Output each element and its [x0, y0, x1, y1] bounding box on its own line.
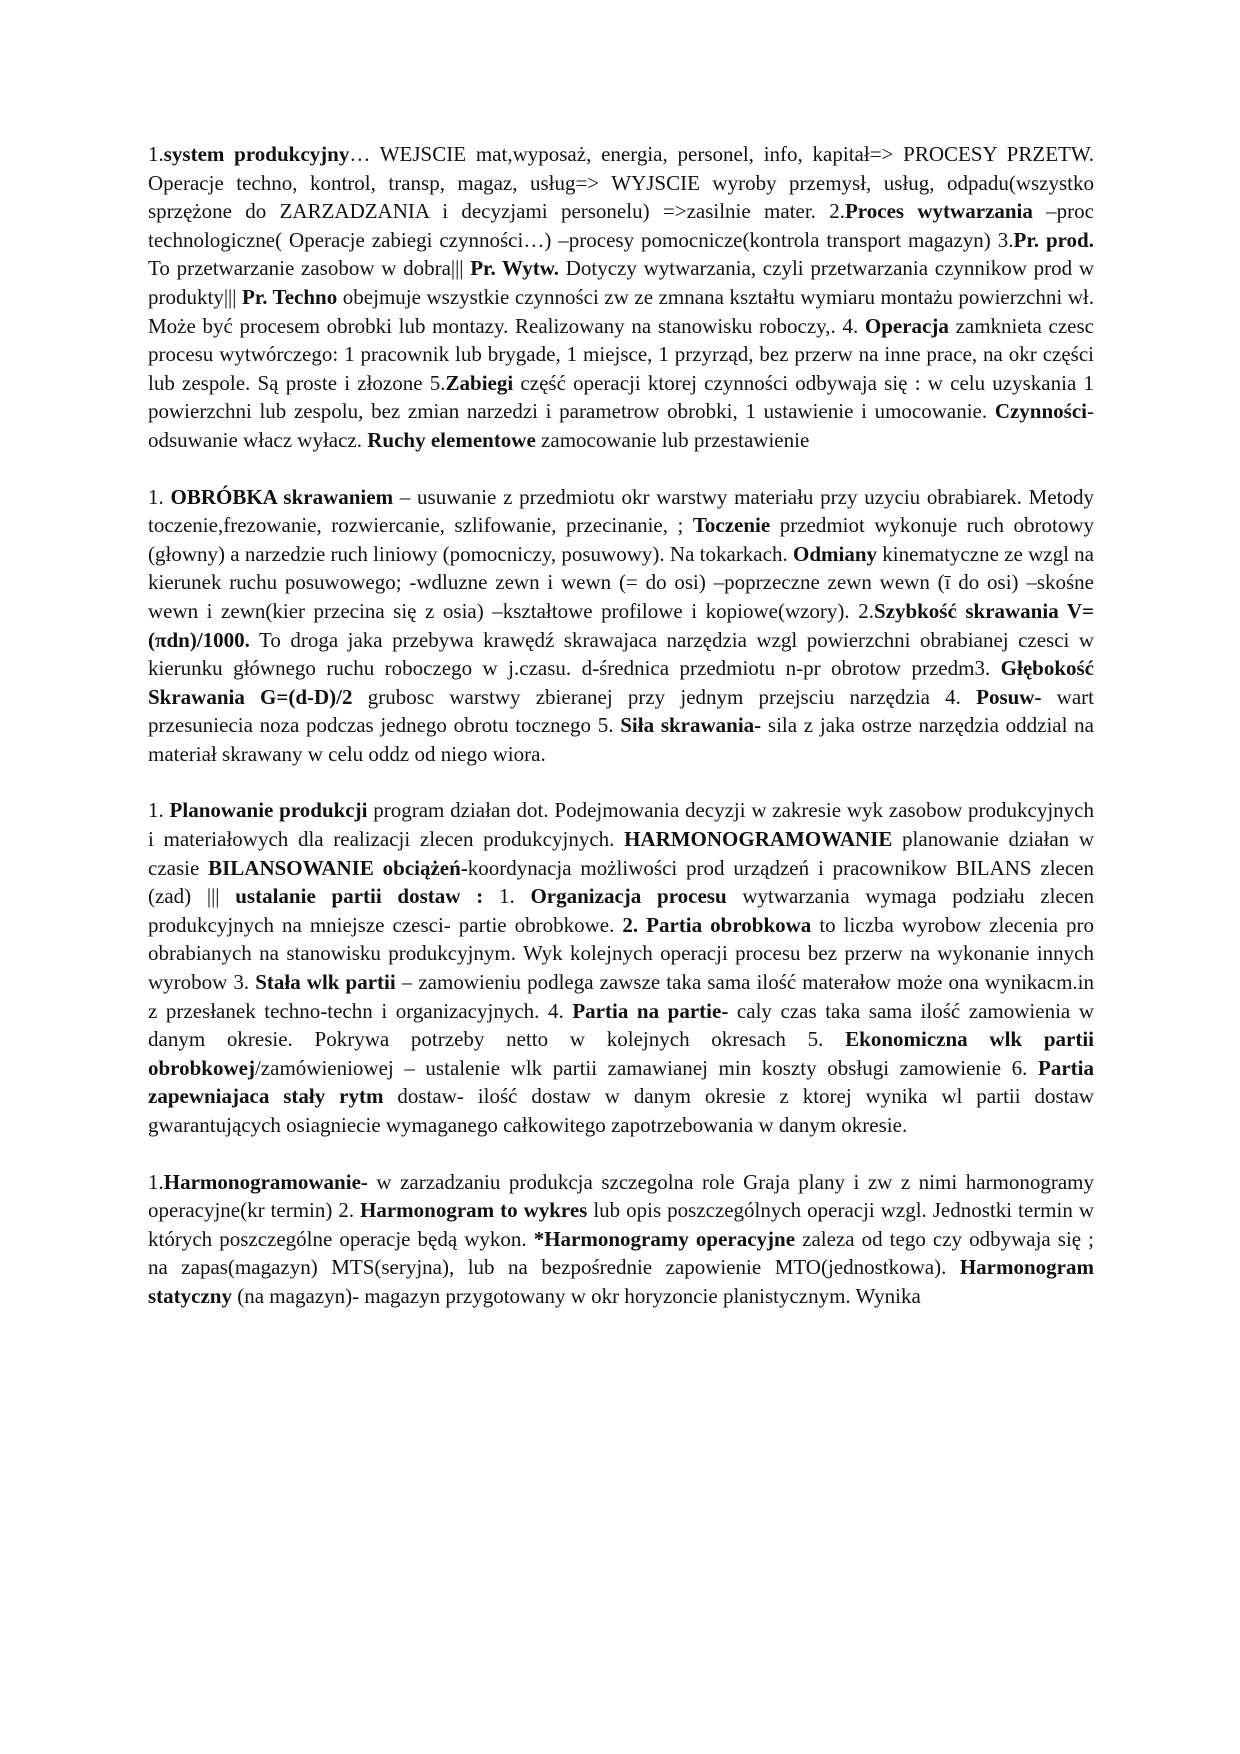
text-run: lub opis poszczególnych operacji wzgl. Jednostki termin w których poszczególne operacje będą wykon. — [148, 1198, 1094, 1251]
text-run: 1. — [148, 798, 170, 823]
bold-term: Pr. Techno — [242, 284, 338, 309]
document-page — [148, 140, 1094, 1311]
bold-term: Pr. prod. — [1013, 227, 1094, 252]
text-run: Dotyczy wytwarzania, czyli przetwarzania czynnikow prod w produkty||| — [148, 256, 1095, 309]
text-run: wytwarzania wymaga podziału zlecen produkcyjnych na mniejsze czesci- partie obrobkowe. — [148, 884, 1094, 937]
bold-term: HARMONOGRAMOWANIE — [624, 827, 893, 852]
bold-term: Głębokość Skrawania G=(d-D)/2 — [148, 656, 1094, 709]
bold-term: Odmiany — [792, 541, 878, 566]
bold-term: Ruchy elementowe — [367, 427, 536, 452]
bold-term: Siła skrawania- — [620, 713, 762, 738]
text-run: część operacji ktorej czynności odbywaja się : w celu uzyskania 1 powierzchni lub zespolu, bez zmian narzedzi i parametrow obrobki, 1 ustawienie i umocowanie. — [148, 370, 1094, 424]
text-run: –proc technologiczne( Operacje zabiegi czynności…) –procesy pomocnicze(kontrola transport magazyn) 3. — [148, 199, 1094, 252]
text-run: – usuwanie z przedmiotu okr warstwy materiału przy uzyciu obrabiarek. Metody toczenie,frezowanie, rozwiercanie, szlifowanie, przecinanie, ; — [148, 484, 1094, 538]
paragraph-production-system — [148, 140, 1094, 455]
text-run: 1. — [148, 1169, 164, 1194]
bold-term: system produkcyjny — [163, 142, 350, 166]
bold-term: Harmonogram statyczny — [148, 1255, 1094, 1308]
text-run: 1. — [148, 484, 171, 509]
text-run: program działan dot. Podejmowania decyzji w zakresie wyk zasobow produkcyjnych i materiałowych dla realizacji zlecen produkcyjnych. — [148, 798, 1094, 852]
bold-term: OBRÓBKA skrawaniem — [170, 484, 394, 509]
text-run: /zamówieniowej – ustalenie wlk partii zamawianej min koszty obsługi zamowienie 6. — [254, 1055, 1039, 1080]
bold-term: Pr. Wytw. — [470, 256, 560, 281]
bold-term: Szybkość skrawania V=(πdn)/1000. — [148, 598, 1094, 652]
text-run: kinematyczne ze wzgl na kierunek ruchu posuwowego; -wdluzne zewn i wewn (= do osi) –poprzeczne zewn wewn (ī do osi) –skośne wewn i zewn(kier przecina się z osia) –kształtowe profilowe i kopiowe(wzory). 2. — [148, 541, 1095, 623]
text-run: 1. — [148, 142, 164, 166]
paragraph-production-planning — [148, 796, 1094, 1139]
bold-term: *Harmonogramy operacyjne — [533, 1226, 796, 1251]
text-run: grubosc warstwy zbieranej przy jednym przejsciu narzędzia 4. — [352, 684, 977, 709]
text-run: zamknieta czesc procesu wytwórczego: 1 pracownik lub brygade, 1 miejsce, 1 przyrząd, bez przerw na inne prace, na okr części lub zespole. Są proste i złozone 5. — [148, 313, 1094, 395]
bold-term: ustalanie partii dostaw : — [235, 884, 484, 909]
bold-term: Planowanie produkcji — [169, 798, 368, 823]
text-run: w zarzadzaniu produkcja szczegolna role Graja plany i zw z nimi harmonogramy operacyjne(kr termin) 2. — [148, 1169, 1094, 1223]
text-run: przedmiot wykonuje ruch obrotowy (głowny) a narzedzie ruch liniowy (pomocniczy, posuwowy). Na tokarkach. — [148, 513, 1094, 566]
paragraph-scheduling — [148, 1168, 1094, 1311]
text-run: To droga jaka przebywa krawędź skrawajaca narzędzia wzgl powierzchni obrabianej czesci w kierunku głównego ruchu roboczego w j.czasu. d-średnica przedmiotu n-pr obrotow przedm3. — [148, 627, 1094, 681]
text-run: to liczba wyrobow zlecenia pro obrabianych na stanowisku produkcyjnym. Wyk kolejnych operacji procesu bez przerw na wykonanie innych wyrobow 3. — [148, 912, 1094, 995]
text-run: dostaw- ilość dostaw w danym okresie z ktorej wynika wl partii dostaw gwarantujących osiagniecie wymaganego całkowitego zapotrzebowania w danym okresie. — [148, 1084, 1095, 1137]
text-run: sila z jaka ostrze narzędzia oddzial na materiał skrawany w celu oddz od niego wiora. — [148, 713, 1094, 766]
bold-term: Organizacja procesu — [530, 884, 727, 909]
text-run: wart przesuniecia noza podczas jednego obrotu tocznego 5. — [148, 684, 1094, 738]
text-run: 1. — [483, 884, 531, 909]
bold-term: BILANSOWANIE obciążeń- — [208, 855, 468, 880]
text-run: – zamowieniu podlega zawsze taka sama ilość materałow może ona wynikacm.in z przesłanek techno-techn i organizacyjnych. 4. — [148, 970, 1094, 1023]
bold-term: Stała wlk partii — [255, 970, 396, 995]
text-run: zamocowanie lub przestawienie — [535, 427, 810, 452]
bold-term: Posuw- — [976, 684, 1042, 709]
text-run: obejmuje wszystkie czynności zw ze zmnana kształtu wymiaru montażu powierzchni wł. Może być procesem obrobki lub montazy. Realizowany na stanowisku roboczy,. 4. — [148, 284, 1094, 338]
bold-term: Proces wytwarzania — [844, 199, 1033, 224]
text-run: zaleza od tego czy odbywaja się ; na zapas(magazyn) MTS(seryjna), lub na bezpośrednie zapowienie MTO(jednostkowa). — [148, 1226, 1094, 1280]
paragraph-machining — [148, 483, 1094, 769]
text-run: koordynacja możliwości prod urządzeń i pracownikow BILANS zlecen (zad) ||| — [148, 855, 1094, 909]
bold-term: Ekonomiczna wlk partii obrobkowej — [148, 1027, 1094, 1080]
text-run: … WEJSCIE mat,wyposaż, energia, personel, info, kapitał=> PROCESY PRZETW. Operacje techno, kontrol, transp, magaz, usług=> WYJSCIE wyroby przemysł, usług, odpadu(wszystko sprzężone do ZARZADZANIA i decyzjami personelu) =>zasilnie mater. 2. — [148, 142, 1094, 224]
bold-term: Operacja — [864, 313, 949, 338]
text-run: To przetwarzanie zasobow w dobra||| — [148, 256, 471, 281]
bold-term: Zabiegi — [445, 370, 514, 395]
text-run: caly czas taka sama ilość zamowienia w danym okresie. Pokrywa potrzeby netto w kolejnych okresach 5. — [148, 998, 1094, 1052]
text-run: -odsuwanie włacz wyłacz. — [148, 399, 1094, 452]
bold-term: 2. Partia obrobkowa — [622, 912, 812, 937]
bold-term: Harmonogram to wykres — [360, 1198, 588, 1223]
bold-term: Czynności — [994, 399, 1087, 424]
bold-term: Partia zapewniajaca stały rytm — [148, 1055, 1094, 1109]
bold-term: Partia na partie- — [572, 998, 729, 1023]
bold-term: Harmonogramowanie- — [163, 1169, 368, 1194]
bold-term: Toczenie — [692, 513, 771, 538]
text-run: (na magazyn)- magazyn przygotowany w okr horyzoncie planistycznym. Wynika — [231, 1283, 921, 1308]
text-run: planowanie działan w czasie — [148, 827, 1094, 880]
